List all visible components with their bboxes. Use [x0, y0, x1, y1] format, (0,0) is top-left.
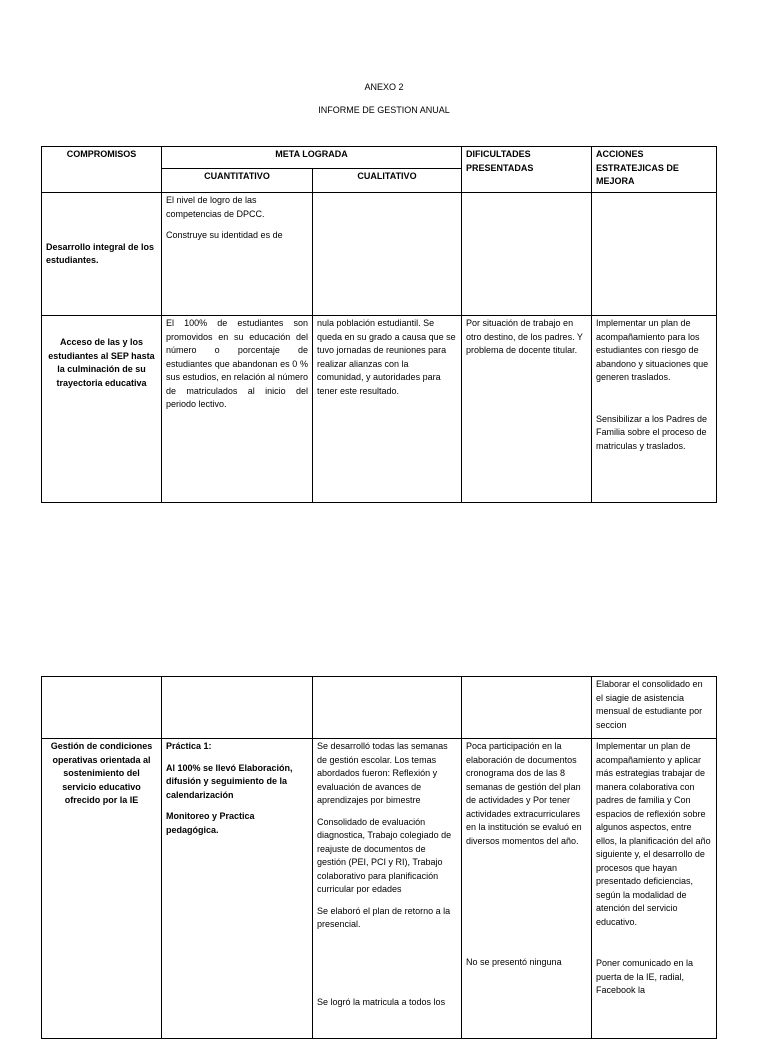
header-dificultades: DIFICULTADES PRESENTADAS [462, 147, 592, 193]
compromiso-cell: Acceso de las y los estudiantes al SEP hasta la culminación de su trayectoria educativa [42, 316, 162, 503]
report-title: INFORME DE GESTION ANUAL [318, 105, 450, 115]
cell-paragraph: Implementar un plan de acompañamiento y aplicar más estrategias trabajar de manera colaborativa con padres de familia y Con espacios de reflexión sobre algunos aspectos, entre ellos, la planificación del año siguiente y, el desarrollo de procesos que hayan presentado deficiencias, según la modalidad de atención del servicio educativo. [596, 741, 711, 927]
cell-paragraph: Construye su identidad es de [166, 230, 283, 240]
cell-paragraph: Se desarrolló todas las semanas de gestión escolar. Los temas abordados fueron: Reflexión y evaluación de avances de aprendizajes por bimestre [317, 741, 448, 805]
table-2 [41, 676, 717, 1039]
cell-paragraph: Al 100% se llevó Elaboración, difusión y seguimiento de la calendarización [166, 762, 293, 800]
acciones-cell [592, 193, 717, 316]
acciones-cell [592, 739, 717, 1039]
table-1 [41, 146, 717, 503]
header-meta-lograda: META LOGRADA [162, 147, 462, 169]
header-acciones: ACCIONES ESTRATEJICAS DE MEJORA [592, 147, 717, 193]
dificultades-cell [462, 193, 592, 316]
cell-paragraph: El nivel de logro de las competencias de DPCC. [166, 195, 265, 219]
table-row [42, 677, 717, 739]
empty-cell [162, 677, 313, 739]
header-compromisos: COMPROMISOS [42, 147, 162, 193]
cell-paragraph: Implementar un plan de acompañamiento para los estudiantes con riesgo de abandono y situaciones que generen traslados. [596, 318, 709, 382]
cuantitativo-cell [162, 739, 313, 1039]
annex-label: ANEXO 2 [364, 82, 404, 92]
cell-paragraph: Práctica 1: [166, 741, 212, 751]
table-row [42, 739, 717, 1039]
table-row [42, 316, 717, 503]
compromiso-cell: Desarrollo integral de los estudiantes. [42, 193, 162, 316]
acciones-cell: Elaborar el consolidado en el siagie de asistencia mensual de estudiante por seccion [592, 677, 717, 739]
dificultades-cell [462, 739, 592, 1039]
cell-paragraph: El 100% de estudiantes son promovidos en su educación del número o porcentaje de estudiantes que abandonan es 0 % sus estudios, en relación al número de matriculados al inicio del periodo lectivo. [166, 318, 308, 409]
cualitativo-cell [313, 739, 462, 1039]
cualitativo-cell [313, 193, 462, 316]
cell-paragraph: Poner comunicado en la puerta de la IE, radial, Facebook la [596, 958, 694, 995]
table-row [42, 193, 717, 316]
acciones-cell [592, 316, 717, 503]
cell-paragraph: No se presentó ninguna [466, 957, 562, 967]
empty-cell [313, 677, 462, 739]
cell-paragraph: Sensibilizar a los Padres de Familia sobre el proceso de matriculas y traslados. [596, 413, 708, 451]
cuantitativo-cell [162, 193, 313, 316]
cell-paragraph: Se logró la matricula a todos los [317, 996, 446, 1007]
header-cualitativo: CUALITATIVO [313, 169, 462, 193]
cualitativo-cell: nula población estudiantil. Se queda en su grado a causa que se tuvo jornadas de reuniones para realizar alianzas con la comunidad, y autoridades para tener este resultado. [313, 316, 462, 503]
cell-paragraph: Consolidado de evaluación diagnostica, Trabajo colegiado de reajuste de documentos de gestión (PEI, PCI y RI), Trabajo colaborativo para planificación curricular por edades [317, 816, 452, 894]
empty-cell [462, 677, 592, 739]
empty-cell [42, 677, 162, 739]
cell-paragraph: Monitoreo y Practica pedagógica. [166, 811, 255, 835]
compromiso-cell: Gestión de condiciones operativas orientada al sostenimiento del servicio educativo ofrecido por la IE [42, 739, 162, 1039]
cell-paragraph: Se elaboró el plan de retorno a la presencial. [317, 905, 451, 929]
header-cuantitativo: CUANTITATIVO [162, 169, 313, 193]
cuantitativo-cell [162, 316, 313, 503]
dificultades-cell: Por situación de trabajo en otro destino, de los padres. Y problema de docente titular. [462, 316, 592, 503]
cell-paragraph: Poca participación en la elaboración de documentos cronograma dos de las 8 semanas de gestión del plan de actividades y Por tener actividades extracurriculares en la institución se evaluó en diversos momentos del año. [466, 741, 582, 846]
